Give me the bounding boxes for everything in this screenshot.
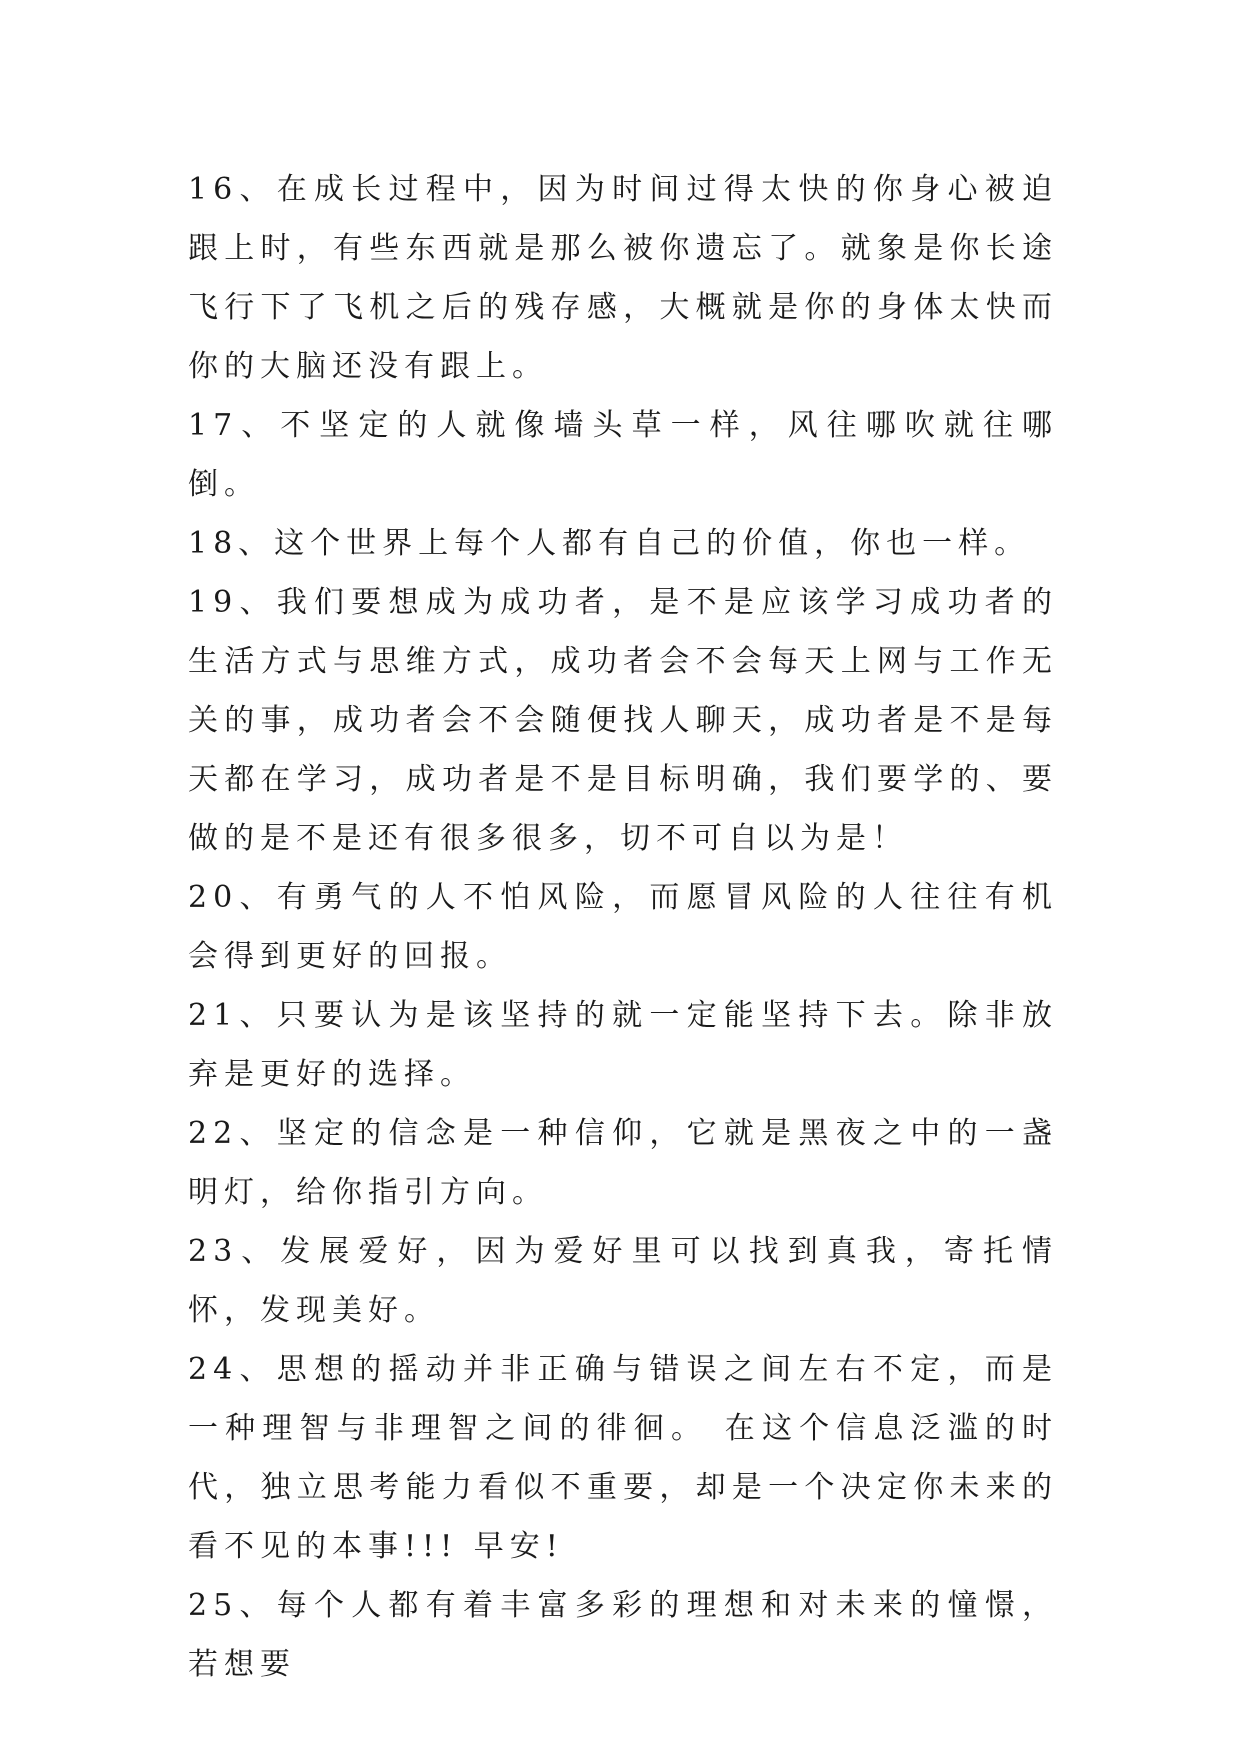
paragraph-18: 18、这个世界上每个人都有自己的价值，你也一样。 [188, 526, 1031, 561]
paragraph-16: 16、在成长过程中，因为时间过得太快的你身心被迫跟上时，有些东西就是那么被你遗忘了。就象是你长途飞行下了飞机之后的残存感，大概就是你的身体太快而你的大脑还没有跟上。 [188, 172, 1058, 384]
document-body [188, 160, 1058, 1694]
paragraph-19: 19、我们要想成为成功者，是不是应该学习成功者的生活方式与思维方式，成功者会不会每天上网与工作无关的事，成功者会不会随便找人聊天，成功者是不是每天都在学习，成功者是不是目标明确，我们要学的、要做的是不是还有很多很多，切不可自以为是！ [188, 585, 1058, 856]
paragraph-21: 21、只要认为是该坚持的就一定能坚持下去。除非放弃是更好的选择。 [188, 998, 1058, 1092]
paragraph-20: 20、有勇气的人不怕风险，而愿冒风险的人往往有机会得到更好的回报。 [188, 880, 1058, 974]
paragraph-24: 24、思想的摇动并非正确与错误之间左右不定，而是一种理智与非理智之间的徘徊。 在这个信息泛滥的时代，独立思考能力看似不重要，却是一个决定你未来的看不见的本事!!! 早安! [188, 1352, 1058, 1564]
paragraph-23: 23、发展爱好，因为爱好里可以找到真我，寄托情怀，发现美好。 [188, 1234, 1058, 1328]
paragraph-25: 25、每个人都有着丰富多彩的理想和对未来的憧憬，若想要 [188, 1588, 1058, 1682]
paragraph-22: 22、坚定的信念是一种信仰，它就是黑夜之中的一盏明灯，给你指引方向。 [188, 1116, 1058, 1210]
paragraph-17: 17、不坚定的人就像墙头草一样，风往哪吹就往哪倒。 [188, 408, 1058, 502]
